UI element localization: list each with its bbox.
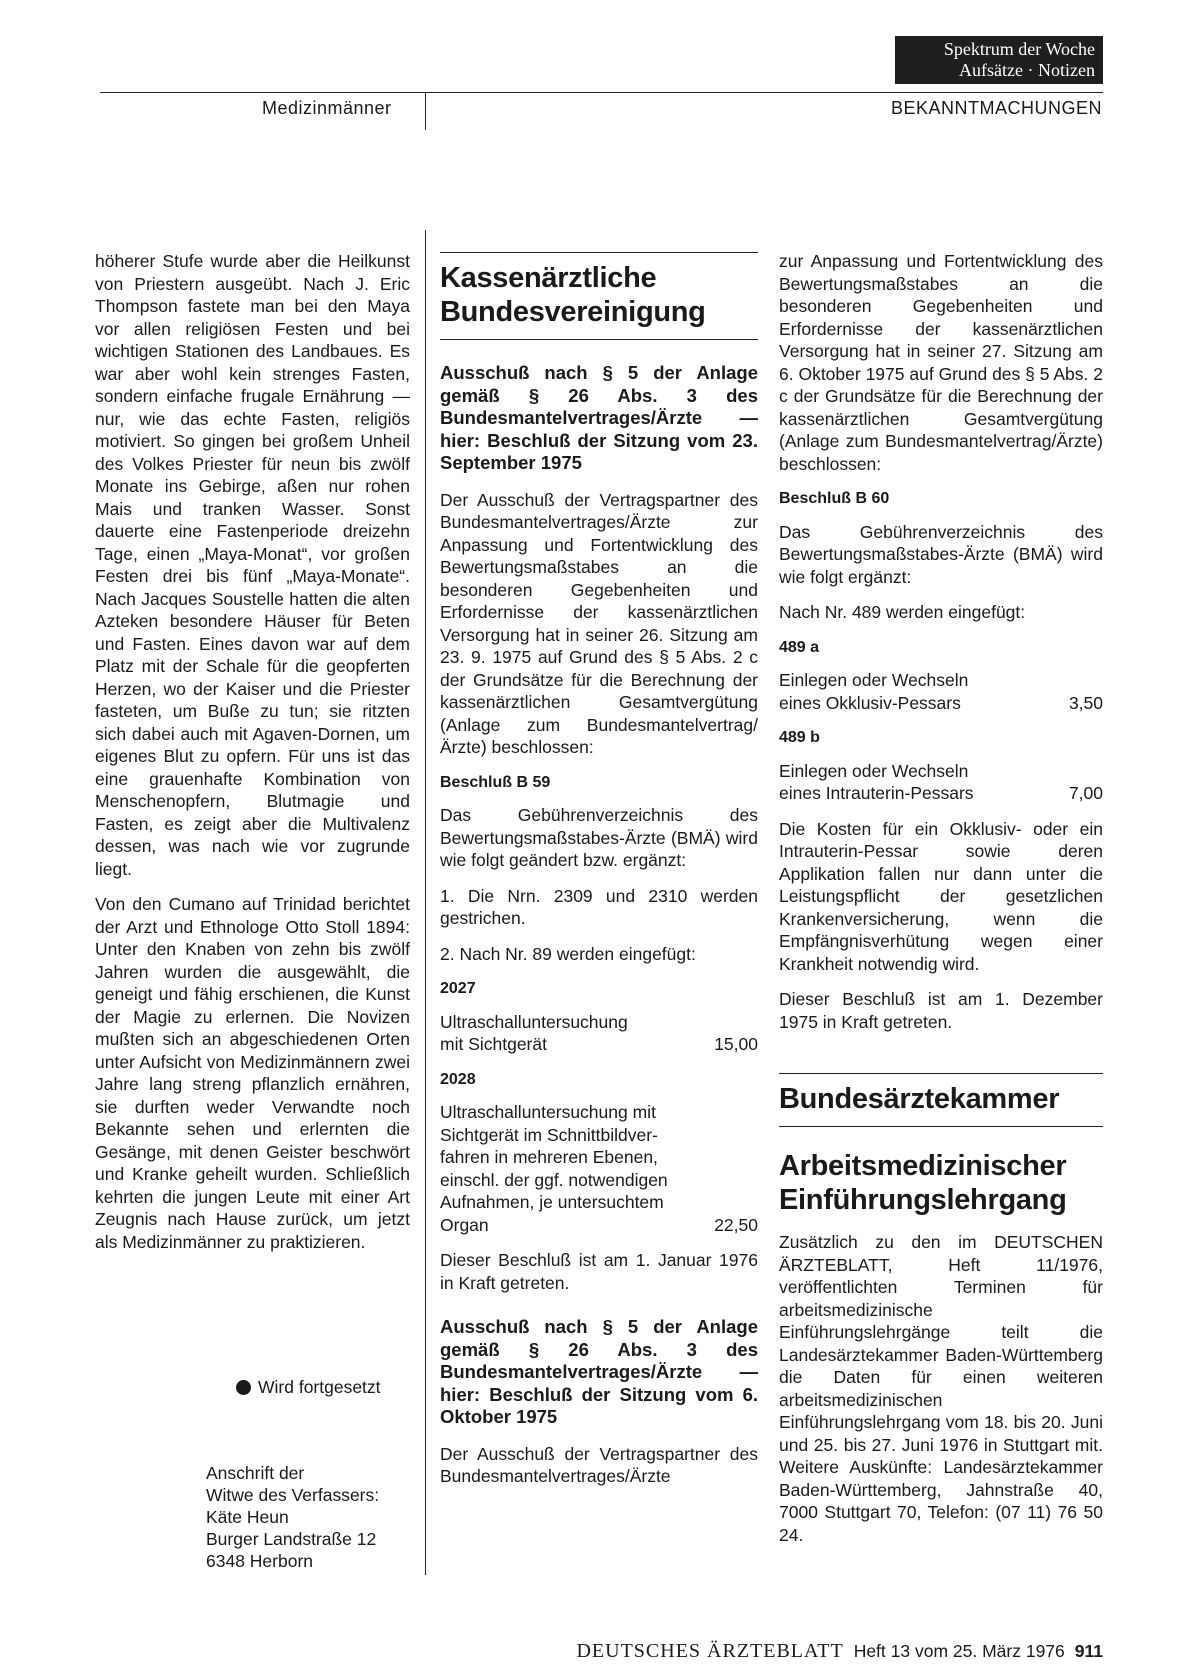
resolution-b59-label: Beschluß B 59 xyxy=(440,773,551,791)
title-line: Kassenärztliche xyxy=(440,262,657,294)
resolution-intro-1: Der Ausschuß der Vertragspartner des Bundesmantelvertrages/Ärzte zur Anpassung und Fortentwicklung des Bewertungsmaßstabes an die besonderen Gegebenheiten und Erfordernisse der kassenärztlichen Versorgung hat in seiner 26. Sitzung am 23. 9. 1975 auf Grund des § 5 Abs. 2 c der Grundsätze für die Berechnung der kassenärztlichen Gesamtvergütung (Anlage zum Bundesmantelvertrag/Ärzte) beschlossen: xyxy=(440,489,758,757)
fee-number-2027: 2027 xyxy=(440,980,476,997)
journal-name: DEUTSCHES ÄRZTEBLATT xyxy=(576,1640,844,1662)
bullet-icon xyxy=(236,1380,251,1395)
costs-note: Die Kosten für ein Okklusiv- oder ein Intrauterin-Pessar sowie deren Applikation fallen nur dann unter die Leistungspflicht der gesetzlichen Krankenversicherung, wenn die Empfängnisverhütung wegen einer Krankheit notwendig wird. xyxy=(779,818,1103,974)
address-line: Käte Heun xyxy=(206,1507,289,1527)
in-force-note-1: Dieser Beschluß ist am 1. Januar 1976 in Kraft getreten. xyxy=(440,1250,758,1293)
header-divider xyxy=(425,92,426,130)
middle-column xyxy=(440,252,758,1501)
author-address xyxy=(206,1462,379,1572)
fee-2028-line: Aufnahmen, je untersuchtem xyxy=(440,1192,664,1212)
article-paragraph-1: höherer Stufe wurde aber die Heilkunst von Priestern ausgeübt. Nach J. Eric Thompson fastete man bei den Maya vor allen religiösen Festen und bei wichtigen Stationen des Landbaues. Es war aber wohl kein strenges Fasten, sondern einfache frugale Ernährung — nur, wie das echte Fasten, religiös motiviert. So gingen bei großem Unheil des Volkes Priester für neun bis zwölf Monate ins Gebirge, aßen nur rohen Mais und tranken Wasser. Sonst dauerte eine Fastenperiode dreizehn Tage, einen „Maya-Monat“, vor großen Festen drei bis fünf „Maya-Monate“. Nach Jacques Soustelle hatten die alten Azteken besondere Häuser für Beten und Fasten. Eines davon war auf dem Platz mit der Schale für die geopferten Herzen, wo der Kaiser und die Priester fasteten, um Buße zu tun; sie ritzten sich dabei auch mit Agaven-Dornen, um eigenes Blut zu opfern. Für uns ist das eine grauenhafte Kombination von Menschenopfern, Blutmagie und Fasten, es zeigt aber die Multivalenz dessen, was nach wie vor zugrunde liegt. xyxy=(95,251,410,879)
badge-line-1: Spektrum der Woche xyxy=(943,39,1095,59)
section-title-baek: Bundesärztekammer xyxy=(779,1083,1060,1115)
resolution-b59-text: Das Gebührenverzeichnis des Bewertungsmaßstabes-Ärzte (BMÄ) wird wie folgt geändert bzw. ergänzt: xyxy=(440,805,758,870)
fee-2027-row xyxy=(440,1033,758,1056)
resolution-intro-2-cont: zur Anpassung und Fortentwicklung des Bewertungsmaßstabes an die besonderen Gegebenheiten und Erfordernisse der kassenärztlichen Versorgung hat in seiner 27. Sitzung am 6. Oktober 1975 auf Grund des § 5 Abs. 2 c der Grundsätze für die Berechnung der kassenärztlichen Gesamtvergütung (Anlage zum Bundesmantelvertrag/Ärzte) beschlossen: xyxy=(779,251,1103,474)
title-line: Einführungslehrgang xyxy=(779,1184,1067,1216)
in-force-note-2: Dieser Beschluß ist am 1. Dezember 1975 in Kraft getreten. xyxy=(779,989,1103,1032)
section-rule xyxy=(779,1073,1103,1074)
fee-2027-label: mit Sichtgerät xyxy=(440,1034,547,1054)
continued-note xyxy=(236,1376,381,1398)
article-title xyxy=(779,1149,1103,1217)
fee-489b-row xyxy=(779,782,1103,805)
issue-info: Heft 13 vom 25. März 1976 xyxy=(853,1641,1065,1661)
title-line: Arbeitsmedizinischer xyxy=(779,1150,1067,1182)
fee-2028-label: Organ xyxy=(440,1214,489,1235)
section-title-kbv xyxy=(440,261,758,329)
column-divider xyxy=(425,230,426,1575)
fee-2028-line: Sichtgerät im Schnittbildver- xyxy=(440,1124,658,1145)
fee-number-489a: 489 a xyxy=(779,638,820,656)
resolution-heading-2: Ausschuß nach § 5 der Anlage gemäß § 26 Abs. 3 des Bundesmantelvertrages/Ärzte — hier: Beschluß der Sitzung vom 6. Oktober 1975 xyxy=(440,1316,758,1427)
address-line: Anschrift der xyxy=(206,1463,305,1483)
fee-number-489b: 489 b xyxy=(779,729,820,746)
badge-line-2: Aufsätze · Notizen xyxy=(959,60,1095,80)
fee-489a-value: 3,50 xyxy=(1068,692,1103,713)
resolution-heading-1: Ausschuß nach § 5 der Anlage gemäß § 26 Abs. 3 des Bundesmantelvertrages/Ärzte — hier: Beschluß der Sitzung vom 23. September 1975 xyxy=(440,362,758,473)
left-column xyxy=(95,250,410,1266)
title-line: Bundesvereinigung xyxy=(440,296,706,328)
fee-489b-label: eines Intrauterin-Pessars xyxy=(779,783,974,803)
running-head-right: BEKANNTMACHUNGEN xyxy=(890,98,1102,118)
fee-489a-row xyxy=(779,692,1103,715)
right-column xyxy=(779,250,1103,1559)
course-notice: Zusätzlich zu den im DEUTSCHEN ÄRZTEBLATT, Heft 11/1976, veröffentlichten Terminen für arbeitsmedizinische Einführungslehrgänge teilt die Landesärztekammer Baden-Württemberg die Daten für einen weiteren arbeitsmedizinischen Einführungslehrgang vom 18. bis 20. Juni und 25. bis 27. Juni 1976 in Stuttgart mit. Weitere Auskünfte: Landesärztekammer Baden-Württemberg, Jahnstraße 40, 7000 Stuttgart 70, Telefon: (07 11) 76 50 24. xyxy=(779,1232,1103,1545)
section-rule xyxy=(440,252,758,253)
fee-489b-line: Einlegen oder Wechseln xyxy=(779,760,969,781)
item-1: 1. Die Nrn. 2309 und 2310 werden gestrichen. xyxy=(440,885,758,928)
fee-2027-line: Ultraschalluntersuchung xyxy=(440,1011,628,1032)
running-head-left: Medizinmänner xyxy=(262,98,392,118)
resolution-b60-text: Das Gebührenverzeichnis des Bewertungsmaßstabes-Ärzte (BMÄ) wird wie folgt ergänzt: xyxy=(779,521,1103,587)
address-line: Witwe des Verfassers: xyxy=(206,1485,380,1505)
resolution-b60-label: Beschluß B 60 xyxy=(779,490,890,507)
fee-489b-value: 7,00 xyxy=(1068,783,1103,803)
fee-number-2028: 2028 xyxy=(440,1070,476,1088)
insert-note: Nach Nr. 489 werden eingefügt: xyxy=(779,602,1026,622)
fee-2028-row xyxy=(440,1214,758,1237)
header-rule xyxy=(100,92,1103,93)
section-rule xyxy=(779,1126,1103,1127)
page-number: 911 xyxy=(1074,1641,1103,1661)
address-line: Burger Landstraße 12 xyxy=(206,1529,377,1549)
fee-2028-line: einschl. der ggf. notwendigen xyxy=(440,1169,668,1190)
article-paragraph-2: Von den Cumano auf Trinidad berichtet der Arzt und Ethnologe Otto Stoll 1894: Unter den Knaben von zehn bis zwölf Jahren wurden die ausgewählt, die geneigt und fähig erschienen, die Kunst der Magie zu erlernen. Die Novizen mußten sich an abgeschiedenen Orten unter Aufsicht von Medizinmännern zwei Jahre lang streng pflanzlich ernähren, sie durften weder Verwandte noch Bekannte sehen und erlernten die Gesänge, mit denen Geister beschwört und Kranke geheilt wurden. Schließlich kehrten die jungen Leute mit einer Art Zeugnis nach Hause zurück, um jetzt als Medizinmänner zu praktizieren. xyxy=(95,894,410,1252)
fee-2027-value: 15,00 xyxy=(714,1034,758,1054)
fee-2028-line: Ultraschalluntersuchung mit xyxy=(440,1102,656,1122)
address-line: 6348 Herborn xyxy=(206,1551,314,1571)
resolution-intro-2: Der Ausschuß der Vertragspartner des Bundesmantelvertrages/Ärzte xyxy=(440,1443,758,1486)
item-2: 2. Nach Nr. 89 werden eingefügt: xyxy=(440,943,696,964)
fee-489a-line: Einlegen oder Wechseln xyxy=(779,670,969,690)
continued-label: Wird fortgesetzt xyxy=(258,1377,381,1397)
page-footer xyxy=(480,1640,1103,1663)
fee-2028-value: 22,50 xyxy=(714,1214,758,1235)
section-badge xyxy=(895,36,1103,84)
fee-489a-label: eines Okklusiv-Pessars xyxy=(779,692,961,713)
section-rule xyxy=(440,339,758,340)
fee-2028-line: fahren in mehreren Ebenen, xyxy=(440,1147,658,1167)
